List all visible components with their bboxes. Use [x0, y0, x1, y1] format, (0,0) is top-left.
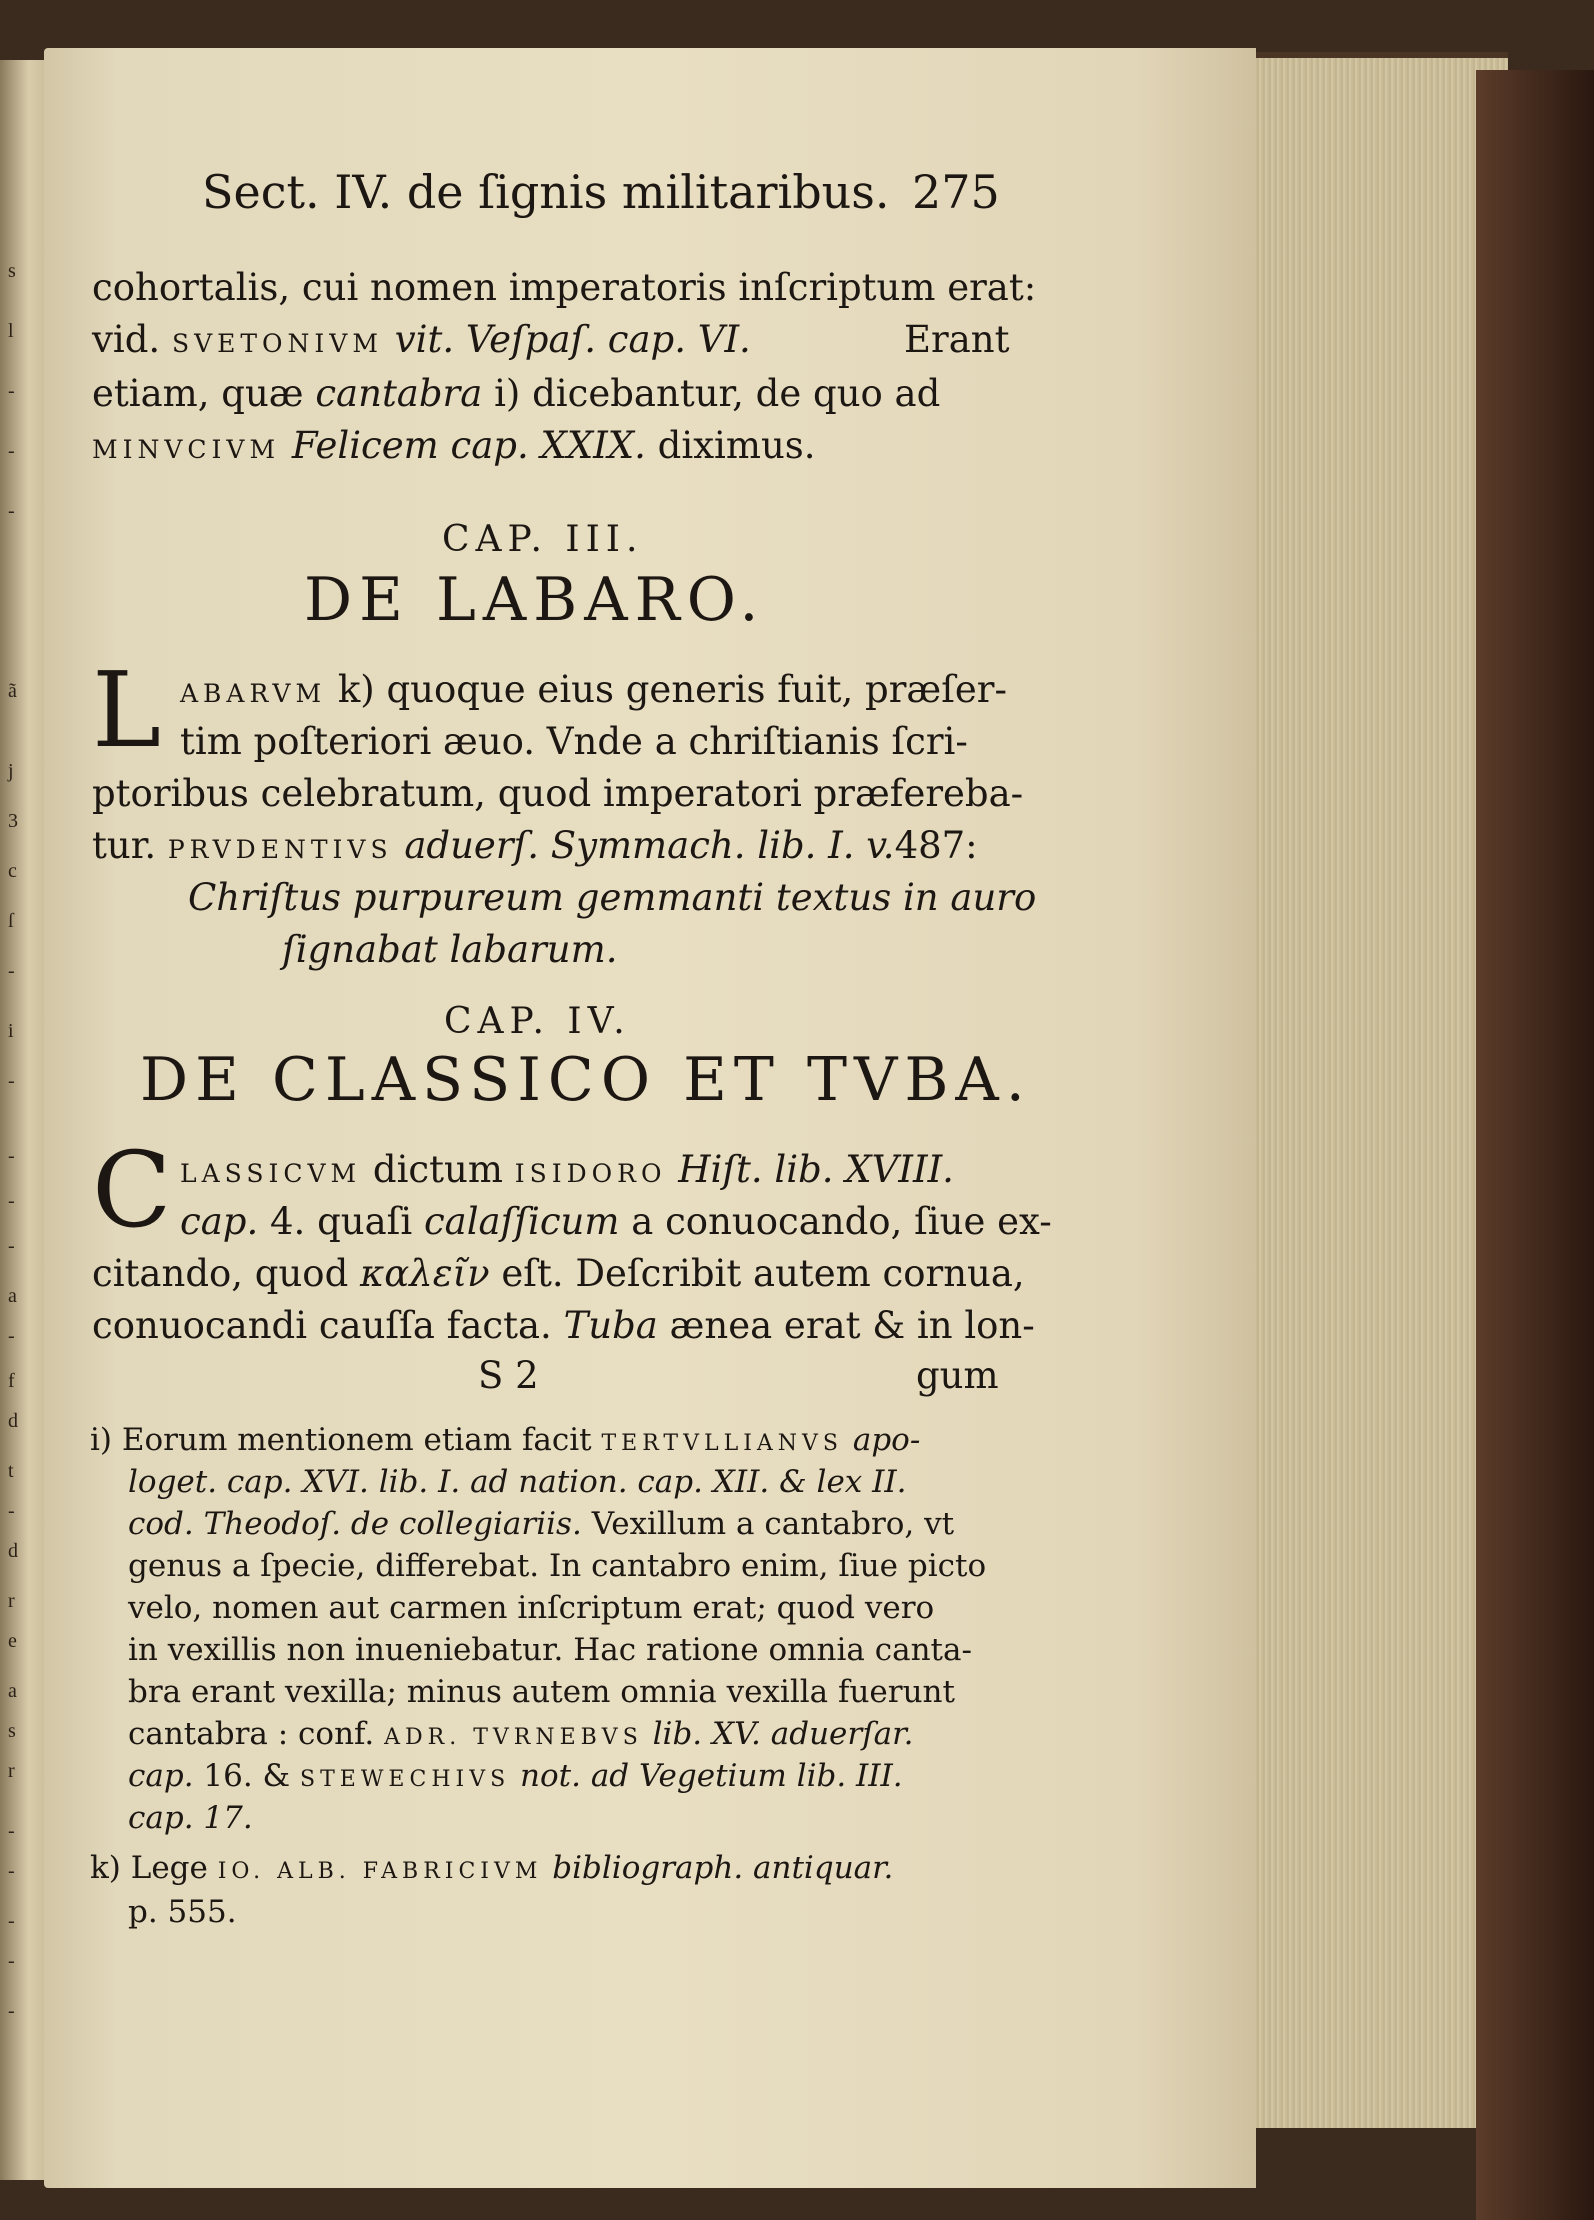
- text-line: ptoribus celebratum, quod imperatori præfereba-: [92, 772, 1024, 815]
- citation: lib. XV. aduerſar.: [652, 1716, 914, 1752]
- author-name: STEWECHIVS: [300, 1767, 511, 1792]
- term: cantabra: [315, 372, 483, 415]
- margin-letter: t: [8, 1460, 14, 1482]
- margin-letter: -: [8, 500, 15, 522]
- text-line: [92, 824, 978, 872]
- term: Tuba: [563, 1304, 658, 1347]
- margin-letter: s: [8, 260, 16, 282]
- footnote-line: p. 555.: [128, 1894, 237, 1930]
- margin-letter: d: [8, 1540, 18, 1562]
- margin-letter: e: [8, 1630, 17, 1652]
- text-line: [180, 1148, 954, 1196]
- citation: vit. Veſpaſ. cap. VI.: [394, 318, 751, 361]
- margin-letter: -: [8, 1325, 15, 1347]
- footnote-line: [90, 1420, 920, 1464]
- citation: aduerſ. Symmach. lib. I. v.: [404, 824, 895, 867]
- margin-letter: a: [8, 1285, 17, 1307]
- lead-word: LASSICVM: [180, 1159, 362, 1188]
- drop-cap: L: [92, 649, 162, 771]
- margin-letter: -: [8, 1500, 15, 1522]
- text: 16. &: [203, 1758, 291, 1794]
- margin-letter: 3: [8, 810, 18, 832]
- margin-letter: -: [8, 1235, 15, 1257]
- term: calaſſicum: [423, 1200, 620, 1243]
- drop-cap: C: [92, 1129, 172, 1251]
- margin-letter: s: [8, 1720, 16, 1742]
- margin-letter: r: [8, 1590, 15, 1612]
- footnote-line: genus a ſpecie, differebat. In cantabro enim, ſiue picto: [128, 1548, 987, 1584]
- text: citando, quod: [92, 1252, 349, 1295]
- text-line: [92, 1252, 1025, 1296]
- citation: not. ad Vegetium lib. III.: [520, 1758, 903, 1794]
- citation: apo-: [852, 1422, 921, 1458]
- footnote-line: loget. cap. XVI. lib. I. ad nation. cap. XII. & lex II.: [128, 1464, 907, 1500]
- author-name: IO. ALB. FABRICIVM: [217, 1859, 543, 1884]
- margin-letter: -: [8, 960, 15, 982]
- page-fore-edge: [1256, 52, 1508, 2128]
- footnote-line: [128, 1756, 903, 1800]
- chapter-label: CAP. IV.: [444, 1001, 631, 1042]
- text: 4. quaſi: [270, 1200, 413, 1243]
- text: diximus.: [657, 424, 816, 467]
- signature-mark: S 2: [478, 1354, 539, 1397]
- margin-letter: f: [8, 1370, 15, 1392]
- text: k) Lege: [90, 1850, 208, 1886]
- margin-letter: d: [8, 1410, 18, 1432]
- margin-letter: r: [8, 1760, 15, 1782]
- text: k) quoque eius generis fuit, præſer-: [337, 668, 1007, 711]
- footnote-line: cap. 17.: [128, 1800, 253, 1836]
- margin-letter: j: [8, 760, 14, 782]
- margin-letter: -: [8, 440, 15, 462]
- footnote-line: [90, 1848, 893, 1892]
- footnote-line: in vexillis non inueniebatur. Hac ratione omnia canta-: [128, 1632, 972, 1668]
- running-title: Sect. IV. de ſignis militaribus.: [202, 165, 890, 219]
- text-line: tim poſteriori æuo. Vnde a chriſtianis ſcri-: [180, 720, 968, 763]
- margin-letter: -: [8, 1190, 15, 1212]
- author-name: SVETONIVM: [171, 329, 383, 358]
- chapter-title: DE CLASSICO ET TVBA.: [140, 1045, 1032, 1115]
- footnote-line: [128, 1504, 954, 1544]
- margin-letter: l: [8, 320, 14, 342]
- catchword: gum: [916, 1354, 999, 1397]
- text: vid.: [92, 318, 161, 361]
- text-line: [92, 372, 940, 416]
- author-name: ADR. TVRNEBVS: [384, 1725, 643, 1750]
- lead-word: ABARVM: [180, 679, 327, 708]
- margin-letter: -: [8, 380, 15, 402]
- text-line: [92, 318, 1010, 366]
- text: etiam, quæ: [92, 372, 304, 415]
- margin-letter: ſ: [8, 910, 14, 932]
- text: 487:: [894, 824, 978, 867]
- left-margin-letters: [4, 60, 44, 2180]
- margin-letter: ã: [8, 680, 17, 702]
- citation: bibliograph. antiquar.: [552, 1850, 894, 1886]
- margin-letter: a: [8, 1680, 17, 1702]
- text: Erant: [904, 318, 1010, 361]
- left-page-edge: [0, 60, 48, 2180]
- author-name: PRVDENTIVS: [167, 835, 393, 864]
- citation: Hiſt. lib. XVIII.: [678, 1148, 954, 1191]
- citation: cap.: [180, 1200, 259, 1243]
- margin-letter: -: [8, 1910, 15, 1932]
- margin-letter: -: [8, 1950, 15, 1972]
- citation: cod. Theodoſ. de collegiariis.: [128, 1506, 582, 1542]
- text-line: [180, 668, 1007, 716]
- text-line: [180, 1200, 1052, 1244]
- text: i) Eorum mentionem etiam facit: [90, 1422, 592, 1458]
- text: Vexillum a cantabro, vt: [591, 1506, 955, 1542]
- author-name: ISIDORO: [514, 1159, 667, 1188]
- citation: cap.: [128, 1758, 194, 1794]
- text: tur.: [92, 824, 157, 867]
- text-line: [92, 1304, 1035, 1348]
- text-line: [92, 424, 816, 472]
- text: conuocandi cauſſa facta.: [92, 1304, 552, 1347]
- text: eſt. Deſcribit autem cornua,: [501, 1252, 1025, 1295]
- text-line: cohortalis, cui nomen imperatoris inſcriptum erat:: [92, 266, 1037, 309]
- text: cantabra : conf.: [128, 1716, 375, 1752]
- margin-letter: -: [8, 1860, 15, 1882]
- page-number: 275: [912, 165, 1000, 219]
- margin-letter: i: [8, 1020, 14, 1042]
- footnote-line: bra erant vexilla; minus autem omnia vexilla fuerunt: [128, 1674, 955, 1710]
- margin-letter: -: [8, 2000, 15, 2022]
- quote-line: Chriſtus purpureum gemmanti textus in auro: [188, 876, 1037, 919]
- book-cover: [1476, 70, 1594, 2220]
- footnote-line: [128, 1714, 913, 1758]
- text: ænea erat & in lon-: [669, 1304, 1035, 1347]
- chapter-label: CAP. III.: [442, 519, 644, 560]
- author-name: TERTVLLIANVS: [601, 1431, 843, 1456]
- text: a conuocando, ſiue ex-: [631, 1200, 1052, 1243]
- author-name: MINVCIVM: [92, 435, 281, 464]
- margin-letter: c: [8, 860, 17, 882]
- quote-line: ſignabat labarum.: [282, 928, 618, 971]
- text: i) dicebantur, de quo ad: [494, 372, 941, 415]
- margin-letter: -: [8, 1820, 15, 1842]
- chapter-title: DE LABARO.: [304, 565, 766, 635]
- citation: Felicem cap. XXIX.: [291, 424, 646, 467]
- margin-letter: -: [8, 1145, 15, 1167]
- text: dictum: [372, 1148, 503, 1191]
- greek-word: καλεῖν: [360, 1252, 490, 1295]
- margin-letter: -: [8, 1070, 15, 1092]
- footnote-line: velo, nomen aut carmen inſcriptum erat; quod vero: [128, 1590, 935, 1626]
